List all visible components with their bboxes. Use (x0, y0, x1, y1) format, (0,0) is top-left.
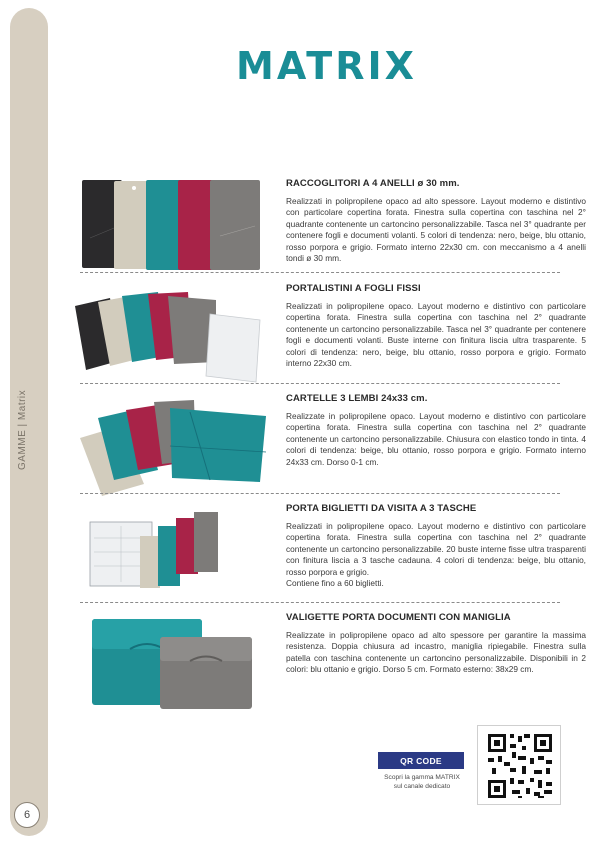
product-description: Realizzati in polipropilene opaco. Layout moderno e distintivo con particolare copertina forata. Finestra sulla copertina con taschina nel 2° quadrante contenente un cartoncino personalizzabile. Tasca nel 3° quadrante per contenere fogli e documenti volanti. Buste interne con finitura liscia ultra trasparente. 5 colori di tendenza: nero, beige, blu ottanio, rosso porpora e grigio. Formato interno 22x30 cm. (286, 301, 586, 369)
product-title: PORTALISTINI A FOGLI FISSI (286, 283, 421, 294)
product-title: VALIGETTE PORTA DOCUMENTI CON MANIGLIA (286, 612, 511, 623)
section-divider (80, 272, 560, 273)
qr-caption-line: Scopri la gamma MATRIX (384, 774, 460, 781)
section-divider (80, 602, 560, 603)
section-divider (80, 493, 560, 494)
product-title: PORTA BIGLIETTI DA VISITA A 3 TASCHE (286, 503, 477, 514)
product-title: CARTELLE 3 LEMBI 24x33 cm. (286, 393, 428, 404)
product-description: Realizzate in polipropilene opaco ad alto spessore per garantire la massima resistenza. Doppia chiusura ad incastro, maniglia ripiegabile. Finestra sulla patella con taschina contenente un cartoncino personalizzabile. Disponibili in 2 colori: blu ottanio e grigio. Dorso 5 cm. Formato esterno: 38x29 cm. (286, 630, 586, 675)
qr-caption (372, 774, 472, 791)
brand-logo: MATRIX (236, 44, 417, 88)
product-description: Realizzate in polipropilene opaco. Layout moderno e distintivo con particolare copertina forata. Finestra sulla copertina con taschina nel 2° quadrante contenente un cartoncino personalizzabile. Chiusura con elastico tondo in tinta. 4 colori di tendenza: beige, blu ottanio, rosso porpora e grigio. Formato interno 24x33 cm. Dorso 0-1 cm. (286, 411, 586, 467)
product-document-cases (70, 612, 586, 716)
display-books-image (70, 283, 270, 393)
card-holders-image (70, 503, 270, 613)
qr-code-icon (478, 726, 562, 806)
page-number: 6 (14, 802, 40, 828)
three-flap-folders-image (70, 393, 270, 503)
product-three-flap-folders (70, 393, 586, 493)
qr-caption-line: sul canale dedicato (393, 782, 451, 790)
section-divider (80, 383, 560, 384)
qr-code-badge: QR CODE (378, 752, 464, 769)
sidebar-strip (10, 8, 48, 836)
document-cases-image (70, 612, 270, 722)
product-note: Contiene fino a 60 biglietti. (286, 578, 384, 589)
qr-code-frame[interactable] (477, 725, 561, 805)
product-card-holders (70, 503, 586, 603)
product-title: RACCOGLITORI A 4 ANELLI ø 30 mm. (286, 178, 460, 189)
product-display-books (70, 283, 586, 383)
product-description: Realizzati in polipropilene opaco. Layout moderno e distintivo con particolare copertina forata. Finestra sulla copertina con taschina nel 2° quadrante contenente un cartoncino personalizzabile. 20 buste interne fisse ultra trasparenti con finitura liscia a 3 tasche cadauna. 4 colori di tendenza: beige, blu ottanio, rosso porpora e grigio. (286, 521, 586, 577)
sidebar-label: GAMME | Matrix (17, 389, 28, 470)
product-description: Realizzati in polipropilene opaco ad alto spessore. Layout moderno e distintivo con particolare copertina forata. Finestra sulla copertina con taschina nel 2° quadrante contenente un cartoncino personalizzabile. Tasca nel 3° quadrante per contenere fogli e documenti volanti. 5 colori di tendenza: nero, beige, blu ottanio, rosso porpora e grigio. Formato interno 22x30 cm. con meccanismo a 4 anelli tondi ø 30 mm. (286, 196, 586, 264)
